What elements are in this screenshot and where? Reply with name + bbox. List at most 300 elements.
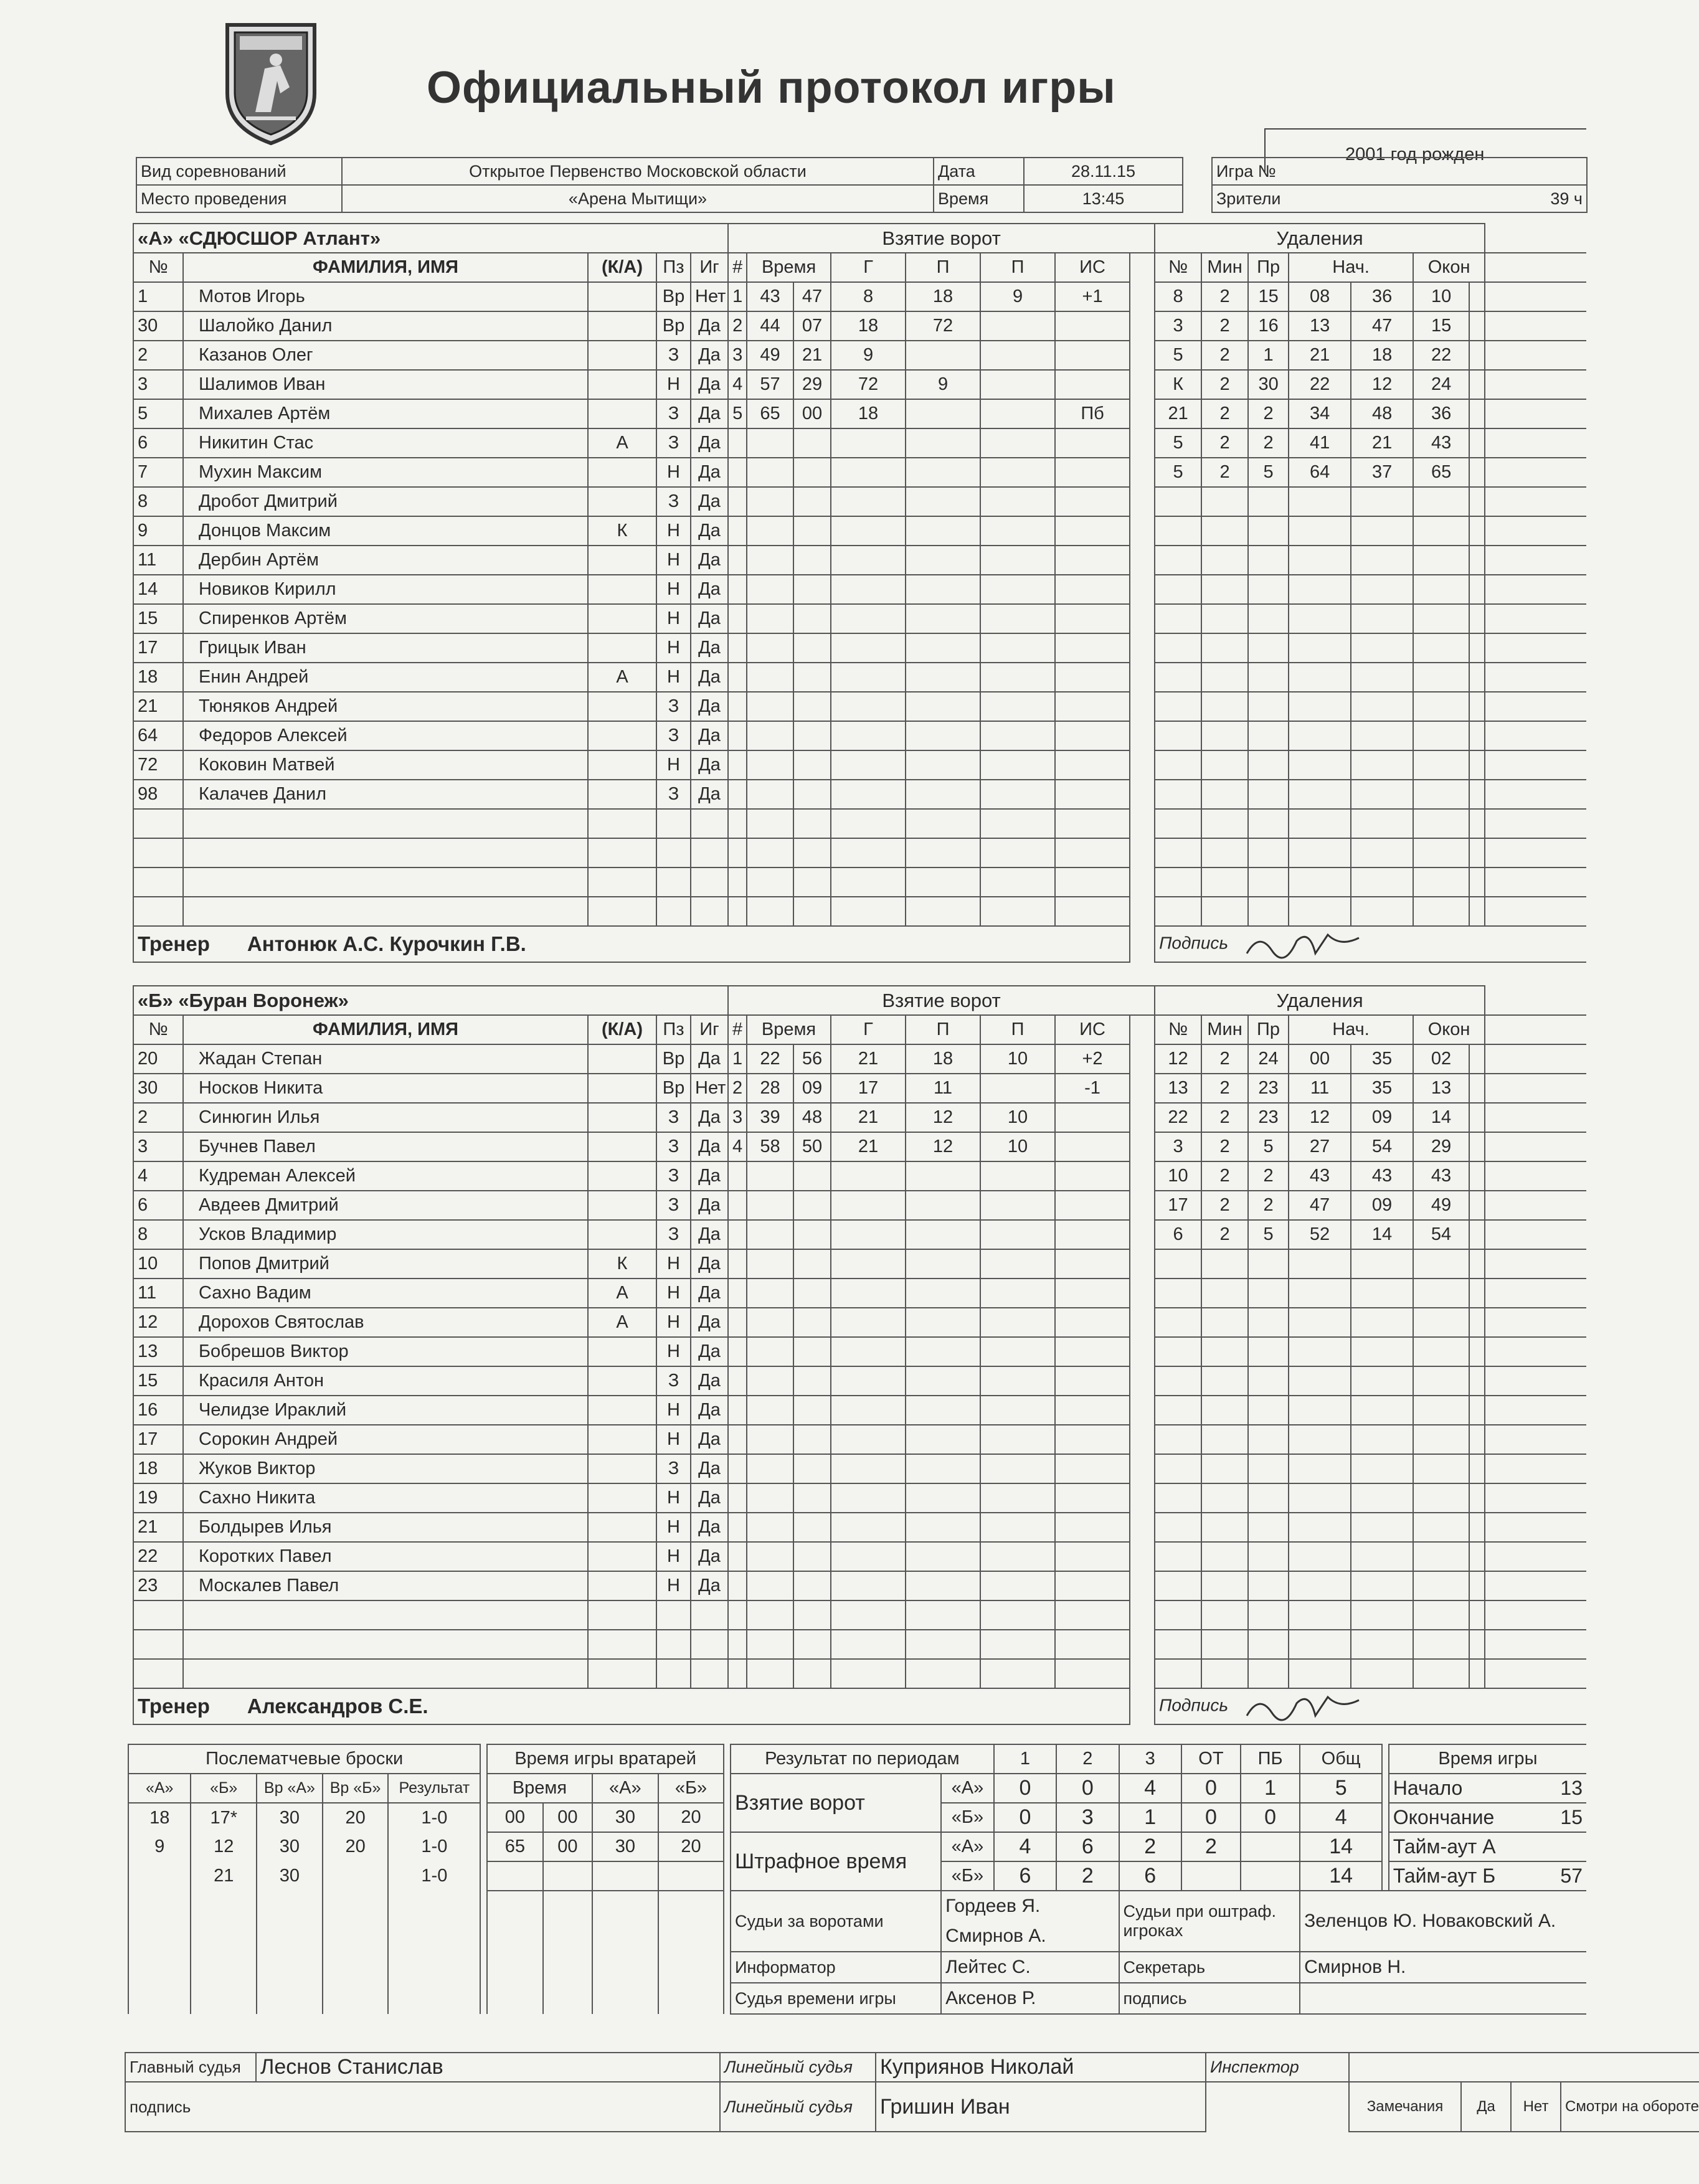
goal-situation — [1055, 1132, 1130, 1161]
table-row — [133, 750, 1586, 780]
player-role — [588, 575, 656, 604]
goal-scorer — [831, 809, 906, 838]
goal-second — [793, 1542, 831, 1571]
pen-number — [1155, 1425, 1201, 1454]
player-role: К — [588, 516, 656, 546]
pen-end-sec — [1469, 399, 1485, 428]
goal-minute — [747, 750, 793, 780]
player-role — [588, 750, 656, 780]
table-row — [133, 311, 1586, 341]
player-played: Да — [691, 1161, 728, 1191]
goal-second: 00 — [793, 399, 831, 428]
goal-assist-1 — [906, 663, 980, 692]
pen-end-min — [1413, 663, 1469, 692]
player-name — [183, 897, 588, 926]
pen-start-min — [1289, 1571, 1351, 1600]
pen-start-sec — [1351, 1366, 1413, 1396]
pen-start-sec: 09 — [1351, 1103, 1413, 1132]
goal-assist-1 — [906, 1396, 980, 1425]
player-role — [588, 897, 656, 926]
pen-minutes — [1201, 867, 1248, 897]
pen-minutes — [1201, 487, 1248, 516]
player-name — [183, 867, 588, 897]
player-position: Н — [656, 750, 691, 780]
pen-reason — [1248, 1483, 1289, 1513]
pen-reason — [1248, 604, 1289, 633]
goal-number — [728, 604, 747, 633]
player-name: Енин Андрей — [183, 663, 588, 692]
goal-situation — [1055, 1659, 1130, 1688]
player-name: Дербин Артём — [183, 546, 588, 575]
player-position: З — [656, 399, 691, 428]
goals-a-2: 4 — [1119, 1774, 1181, 1803]
goal-assist-1 — [906, 428, 980, 458]
player-name: Дробот Дмитрий — [183, 487, 588, 516]
pen-reason: 16 — [1248, 311, 1289, 341]
venue-value: «Арена Мытищи» — [342, 185, 934, 212]
goal-second — [793, 780, 831, 809]
goal-second — [793, 516, 831, 546]
pen-start-sec — [1351, 1659, 1413, 1688]
shootout-cell: 30 — [257, 1861, 323, 1891]
goal-scorer — [831, 897, 906, 926]
pen-end-sec — [1469, 341, 1485, 370]
pen-reason: 24 — [1248, 1044, 1289, 1074]
shootout-cell: 12 — [191, 1832, 257, 1861]
pen-start-sec — [1351, 1600, 1413, 1630]
goal-situation — [1055, 1483, 1130, 1513]
pen-end-sec — [1469, 1279, 1485, 1308]
official-label: подпись — [1119, 1983, 1300, 2014]
pen-end-min — [1413, 633, 1469, 663]
pen-start-sec: 18 — [1351, 341, 1413, 370]
player-name: Донцов Максим — [183, 516, 588, 546]
pen-reason — [1248, 867, 1289, 897]
pen-end-sec — [1469, 1513, 1485, 1542]
goal-second — [793, 546, 831, 575]
player-role — [588, 1425, 656, 1454]
period-header-2: 3 — [1119, 1744, 1181, 1774]
pen-end-sec — [1469, 1161, 1485, 1191]
goal-minute — [747, 1279, 793, 1308]
goal-second: 48 — [793, 1103, 831, 1132]
table-row — [133, 1483, 1586, 1513]
shootout-cell: 20 — [323, 1803, 389, 1832]
goal-assist-2 — [980, 1425, 1055, 1454]
goal-assist-2 — [980, 428, 1055, 458]
player-played: Да — [691, 1220, 728, 1249]
pen-end-sec — [1469, 780, 1485, 809]
goal-scorer — [831, 1308, 906, 1337]
pen-start-sec — [1351, 1571, 1413, 1600]
goal-assist-2 — [980, 1542, 1055, 1571]
pen-number — [1155, 663, 1201, 692]
penalty-time-label: Штрафное время — [731, 1832, 941, 1891]
goal-assist-1 — [906, 604, 980, 633]
goal-assist-2 — [980, 1191, 1055, 1220]
goal-minute — [747, 721, 793, 750]
goal-situation — [1055, 1191, 1130, 1220]
goal-situation — [1055, 1425, 1130, 1454]
pen-start-min — [1289, 1425, 1351, 1454]
pen-reason — [1248, 1513, 1289, 1542]
pen-reason: 2 — [1248, 1161, 1289, 1191]
pen-reason — [1248, 1542, 1289, 1571]
player-played: Да — [691, 663, 728, 692]
gk-b: 20 — [658, 1803, 724, 1832]
player-position: З — [656, 721, 691, 750]
pen-number: 3 — [1155, 1132, 1201, 1161]
col-assist-1: П — [906, 1015, 980, 1044]
pen-end-sec — [1469, 1396, 1485, 1425]
goal-minute: 49 — [747, 341, 793, 370]
goal-assist-2 — [980, 838, 1055, 867]
goal-second: 07 — [793, 311, 831, 341]
pen-number — [1155, 1308, 1201, 1337]
player-role — [588, 1220, 656, 1249]
player-position: Н — [656, 458, 691, 487]
col-captain: (К/А) — [588, 1015, 656, 1044]
goal-second — [793, 428, 831, 458]
player-number: 22 — [133, 1542, 183, 1571]
player-role — [588, 838, 656, 867]
goals-b-0: 0 — [994, 1803, 1056, 1832]
goal-second — [793, 633, 831, 663]
goal-assist-1 — [906, 487, 980, 516]
player-number: 98 — [133, 780, 183, 809]
player-position: З — [656, 487, 691, 516]
player-played: Да — [691, 692, 728, 721]
time-label: Время — [934, 185, 1024, 212]
pen-start-min — [1289, 867, 1351, 897]
club-emblem-logo — [221, 19, 321, 146]
pen-end-sec — [1469, 428, 1485, 458]
pen-start-min — [1289, 721, 1351, 750]
player-played: Да — [691, 1454, 728, 1483]
goal-situation — [1055, 1103, 1130, 1132]
pen-reason — [1248, 721, 1289, 750]
goal-number: 1 — [728, 282, 747, 311]
goal-minute — [747, 809, 793, 838]
goal-scorer: 21 — [831, 1044, 906, 1074]
goal-situation — [1055, 1308, 1130, 1337]
player-number: 15 — [133, 1366, 183, 1396]
goal-situation — [1055, 516, 1130, 546]
pen-end-min: 02 — [1413, 1044, 1469, 1074]
pen-reason — [1248, 546, 1289, 575]
goal-second — [793, 1308, 831, 1337]
pen-end-sec — [1469, 1337, 1485, 1366]
player-number: 17 — [133, 1425, 183, 1454]
pen-end-min — [1413, 1279, 1469, 1308]
pen-start-min: 41 — [1289, 428, 1351, 458]
goal-assist-1 — [906, 516, 980, 546]
pen-number — [1155, 546, 1201, 575]
col-number: № — [133, 1015, 183, 1044]
gk-col-a: «А» — [592, 1774, 658, 1803]
col-pen-reason: Пр — [1248, 1015, 1289, 1044]
pen-number: 8 — [1155, 282, 1201, 311]
pen-reason — [1248, 1600, 1289, 1630]
goal-assist-1: 11 — [906, 1074, 980, 1103]
goal-second — [793, 1425, 831, 1454]
player-name — [183, 1659, 588, 1688]
pen-start-sec — [1351, 604, 1413, 633]
pen-end-min — [1413, 575, 1469, 604]
goal-number — [728, 838, 747, 867]
table-row — [133, 1659, 1586, 1688]
goal-assist-1 — [906, 897, 980, 926]
player-name: Жадан Степан — [183, 1044, 588, 1074]
team-name: «Б» «Буран Воронеж» — [133, 986, 728, 1015]
pen-minutes: 2 — [1201, 1132, 1248, 1161]
pen-end-min — [1413, 1454, 1469, 1483]
table-row — [133, 1074, 1586, 1103]
goal-minute: 22 — [747, 1044, 793, 1074]
player-name: Красиля Антон — [183, 1366, 588, 1396]
player-role — [588, 867, 656, 897]
player-number: 11 — [133, 546, 183, 575]
pen-minutes — [1201, 516, 1248, 546]
table-row — [133, 1366, 1586, 1396]
pen-end-min — [1413, 1542, 1469, 1571]
goal-assist-1 — [906, 780, 980, 809]
goal-scorer — [831, 516, 906, 546]
player-number: 16 — [133, 1396, 183, 1425]
handwritten-signature — [1241, 929, 1365, 960]
player-position: З — [656, 1161, 691, 1191]
results-section — [128, 1744, 1586, 2015]
goals-b-1: 3 — [1056, 1803, 1119, 1832]
goal-scorer — [831, 663, 906, 692]
col-goal-time: Время — [747, 253, 831, 282]
gk-sec: 00 — [543, 1803, 592, 1832]
pen-end-sec — [1469, 282, 1485, 311]
table-row — [133, 428, 1586, 458]
goal-assist-2 — [980, 575, 1055, 604]
player-role — [588, 487, 656, 516]
goal-assist-2 — [980, 1220, 1055, 1249]
player-number: 30 — [133, 1074, 183, 1103]
goal-number — [728, 428, 747, 458]
goal-second — [793, 1161, 831, 1191]
player-number: 8 — [133, 487, 183, 516]
player-number: 17 — [133, 633, 183, 663]
goal-scorer — [831, 750, 906, 780]
chief-referee-name: Леснов Станислав — [256, 2053, 720, 2082]
goal-scorer: 9 — [831, 341, 906, 370]
goal-scorer — [831, 1366, 906, 1396]
goal-second — [793, 897, 831, 926]
goal-assist-1 — [906, 1308, 980, 1337]
pen-number — [1155, 1600, 1201, 1630]
player-position: Н — [656, 1308, 691, 1337]
goal-situation: +2 — [1055, 1044, 1130, 1074]
pen-end-min: 10 — [1413, 282, 1469, 311]
player-number: 14 — [133, 575, 183, 604]
pen-start-sec — [1351, 575, 1413, 604]
player-played: Да — [691, 487, 728, 516]
pen-end-sec — [1469, 1308, 1485, 1337]
player-number: 5 — [133, 399, 183, 428]
pen-start-sec — [1351, 1483, 1413, 1513]
goals-b-2: 1 — [1119, 1803, 1181, 1832]
goal-number — [728, 1483, 747, 1513]
pen-minutes — [1201, 1337, 1248, 1366]
player-position: З — [656, 1132, 691, 1161]
goal-situation — [1055, 1279, 1130, 1308]
pen-number — [1155, 1366, 1201, 1396]
pen-start-sec — [1351, 1542, 1413, 1571]
chief-sign-label: подпись — [130, 2097, 191, 2116]
goal-number — [728, 1454, 747, 1483]
player-position: Н — [656, 663, 691, 692]
goal-minute — [747, 1220, 793, 1249]
goal-scorer — [831, 458, 906, 487]
pen-number — [1155, 1659, 1201, 1688]
player-played: Да — [691, 1366, 728, 1396]
player-played: Да — [691, 399, 728, 428]
table-row — [133, 1542, 1586, 1571]
goal-number — [728, 633, 747, 663]
player-position: Вр — [656, 1044, 691, 1074]
pen-reason — [1248, 1396, 1289, 1425]
pen-start-sec — [1351, 1630, 1413, 1659]
pen-end-sec — [1469, 1220, 1485, 1249]
pen-minutes — [1201, 1396, 1248, 1425]
pen-start-sec — [1351, 1513, 1413, 1542]
pen-end-sec — [1469, 1191, 1485, 1220]
player-role — [588, 311, 656, 341]
pen-a-4 — [1241, 1832, 1300, 1861]
player-number: 23 — [133, 1571, 183, 1600]
col-assist-1: П — [906, 253, 980, 282]
pen-start-sec — [1351, 1337, 1413, 1366]
coach-label: Тренер — [138, 932, 210, 955]
venue-label: Место проведения — [136, 185, 342, 212]
player-position: З — [656, 1366, 691, 1396]
table-row — [133, 1044, 1586, 1074]
table-row — [133, 721, 1586, 750]
pen-start-sec: 47 — [1351, 311, 1413, 341]
goal-minute — [747, 780, 793, 809]
player-position — [656, 867, 691, 897]
pen-number: 5 — [1155, 428, 1201, 458]
player-played: Да — [691, 721, 728, 750]
pen-number — [1155, 721, 1201, 750]
goal-scorer — [831, 1191, 906, 1220]
goal-assist-1 — [906, 341, 980, 370]
teamB-protocol-table — [133, 985, 1586, 1725]
pen-end-sec — [1469, 1074, 1485, 1103]
goal-assist-2: 9 — [980, 282, 1055, 311]
goal-situation — [1055, 1600, 1130, 1630]
pen-start-min — [1289, 1542, 1351, 1571]
player-name: Бучнев Павел — [183, 1132, 588, 1161]
goal-situation — [1055, 1542, 1130, 1571]
player-played: Да — [691, 604, 728, 633]
pen-start-min — [1289, 1366, 1351, 1396]
pen-minutes: 2 — [1201, 1044, 1248, 1074]
official-label: Секретарь — [1119, 1952, 1300, 1983]
goal-assist-1 — [906, 1571, 980, 1600]
pen-reason — [1248, 1366, 1289, 1396]
goal-scorer — [831, 838, 906, 867]
coach-label: Тренер — [138, 1695, 210, 1718]
pen-start-sec — [1351, 1279, 1413, 1308]
goal-minute — [747, 604, 793, 633]
player-name: Синюгин Илья — [183, 1103, 588, 1132]
goal-scorer: 21 — [831, 1103, 906, 1132]
player-position — [656, 1659, 691, 1688]
goals-title: Взятие ворот — [728, 224, 1155, 253]
player-name: Жуков Виктор — [183, 1454, 588, 1483]
penalties-title: Удаления — [1155, 224, 1485, 253]
pen-end-sec — [1469, 663, 1485, 692]
pen-end-sec — [1469, 516, 1485, 546]
goal-assist-2 — [980, 897, 1055, 926]
goal-minute — [747, 1542, 793, 1571]
pen-end-sec — [1469, 897, 1485, 926]
pen-number: 5 — [1155, 458, 1201, 487]
player-played: Да — [691, 428, 728, 458]
player-number: 11 — [133, 1279, 183, 1308]
shootout-cell — [323, 1861, 389, 1891]
player-number: 21 — [133, 1513, 183, 1542]
date-label: Дата — [934, 158, 1024, 185]
goal-assist-1: 18 — [906, 282, 980, 311]
goal-scorer — [831, 487, 906, 516]
player-role: А — [588, 428, 656, 458]
pen-number: 5 — [1155, 341, 1201, 370]
shootout-col-4: Результат — [388, 1774, 480, 1803]
period-header-3: ОТ — [1181, 1744, 1241, 1774]
shootout-title: Послематчевые броски — [128, 1744, 480, 1774]
col-goal-scorer: Г — [831, 1015, 906, 1044]
pen-reason — [1248, 1571, 1289, 1600]
pen-number — [1155, 809, 1201, 838]
player-position: Н — [656, 633, 691, 663]
goal-minute: 43 — [747, 282, 793, 311]
goal-minute — [747, 1191, 793, 1220]
goal-number — [728, 1600, 747, 1630]
goal-scorer — [831, 1220, 906, 1249]
goal-minute: 65 — [747, 399, 793, 428]
time-value: 13:45 — [1024, 185, 1183, 212]
goal-assist-1 — [906, 1161, 980, 1191]
goal-situation — [1055, 1161, 1130, 1191]
pen-reason — [1248, 1249, 1289, 1279]
pen-start-sec: 48 — [1351, 399, 1413, 428]
pen-minutes — [1201, 780, 1248, 809]
player-role — [588, 780, 656, 809]
player-name: Усков Владимир — [183, 1220, 588, 1249]
pen-reason — [1248, 1337, 1289, 1366]
goal-situation — [1055, 311, 1130, 341]
pen-end-sec — [1469, 458, 1485, 487]
pen-end-sec — [1469, 1249, 1485, 1279]
pen-end-sec — [1469, 546, 1485, 575]
goal-situation — [1055, 1337, 1130, 1366]
pen-a-0: 4 — [994, 1832, 1056, 1861]
pen-start-min — [1289, 780, 1351, 809]
goal-assist-1: 18 — [906, 1044, 980, 1074]
pen-reason — [1248, 897, 1289, 926]
goal-assist-2 — [980, 867, 1055, 897]
goal-situation — [1055, 1396, 1130, 1425]
pen-end-sec — [1469, 604, 1485, 633]
pen-start-sec — [1351, 546, 1413, 575]
